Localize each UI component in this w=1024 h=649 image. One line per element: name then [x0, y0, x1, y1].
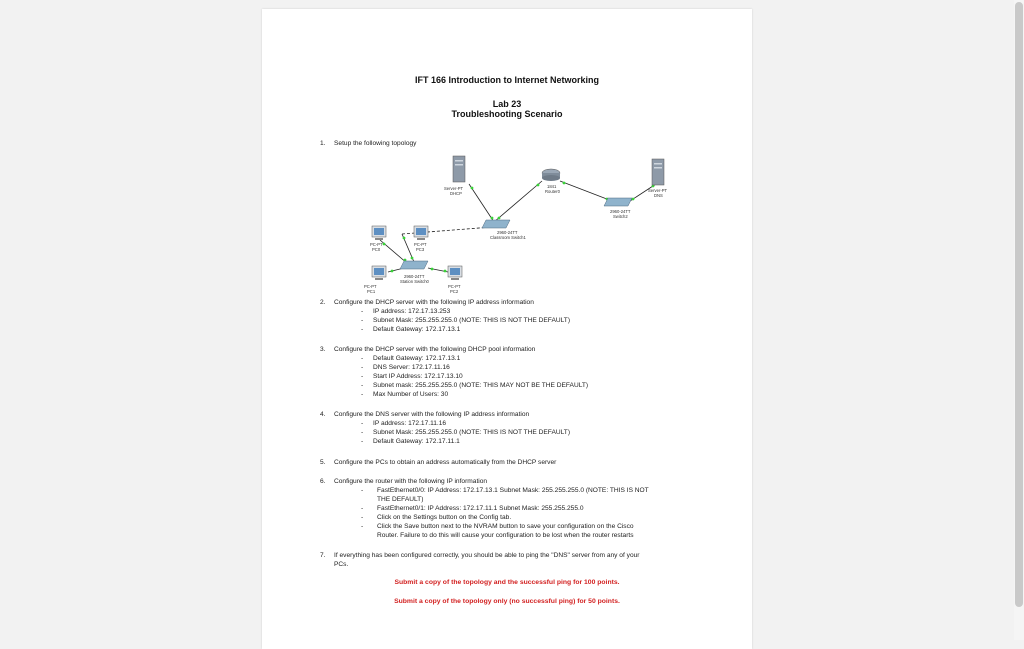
cable-classroom-router	[494, 181, 542, 222]
pc2-icon	[448, 266, 462, 280]
bullet-item: FastEthernet0/1: IP Address: 172.17.11.1 Subnet Mask: 255.255.255.0	[377, 505, 584, 512]
submit-partial-credit: Submit a copy of the topology only (no successful ping) for 50 points.	[394, 598, 620, 605]
switch2-model: 2960-24TT	[610, 209, 631, 214]
course-title: IFT 166 Introduction to Internet Networking	[414, 75, 599, 85]
classroom-switch-icon	[482, 220, 510, 228]
switch2-name: Switch2	[613, 214, 628, 219]
pc2-name: PC2	[450, 289, 459, 294]
classroom-switch-name: Classroom Switch1	[490, 235, 526, 240]
pc3-icon	[414, 226, 428, 240]
router-icon	[542, 169, 560, 181]
station-switch-model: 2960-24TT	[404, 274, 425, 279]
cable-dhcp-classroom	[469, 184, 494, 222]
step-number: 7.	[320, 552, 326, 559]
bullet-item: Max Number of Users: 30	[373, 391, 449, 398]
step-text: If everything has been configured correctly, you should be able to ping the "DNS" server from any of your	[334, 552, 640, 559]
dhcp-server-icon	[453, 156, 465, 182]
step-text: Configure the PCs to obtain an address automatically from the DHCP server	[334, 459, 557, 466]
bullet-item-continued: THE DEFAULT)	[377, 496, 424, 503]
dhcp-server-name: DHCP	[450, 191, 462, 196]
step-number: 5.	[320, 459, 326, 466]
bullet-item-continued: Router. Failure to do this will cause your configuration to be lost when the router restarts	[377, 532, 634, 539]
router-name: Router0	[545, 189, 560, 194]
submit-full-credit: Submit a copy of the topology and the successful ping for 100 points.	[394, 579, 620, 586]
bullet-item: Click on the Settings button on the Config tab.	[377, 514, 512, 521]
station-switch-icon	[400, 261, 428, 269]
bullet-item: Default Gateway: 172.17.13.1	[373, 355, 461, 362]
pc1-type: PC-PT	[364, 284, 377, 289]
step-text: Configure the DHCP server with the following DHCP pool information	[334, 346, 536, 353]
step-number: 4.	[320, 411, 326, 418]
step-text-continued: PCs.	[334, 561, 349, 568]
bullet-item: Start IP Address: 172.17.13.10	[373, 373, 463, 380]
lab-number: Lab 23	[492, 99, 522, 109]
pc1-name: PC1	[367, 289, 376, 294]
network-topology-diagram	[352, 154, 692, 299]
scrollbar-thumb[interactable]	[1015, 2, 1023, 607]
bullet-item: FastEthernet0/0: IP Address: 172.17.13.1 Subnet Mask: 255.255.255.0 (NOTE: THIS IS NOT	[377, 487, 649, 494]
step-text: Configure the DNS server with the following IP address information	[334, 411, 530, 418]
step-number: 6.	[320, 478, 326, 485]
bullet-item: Default Gateway: 172.17.11.1	[373, 438, 460, 445]
router-model: 1841	[547, 184, 557, 189]
dns-server-icon	[652, 159, 664, 185]
station-switch-name: Station Switch0	[400, 279, 429, 284]
step-text: Configure the DHCP server with the following IP address information	[334, 299, 534, 306]
bullet-item: DNS Server: 172.17.11.16	[373, 364, 450, 371]
switch2-icon	[604, 198, 632, 206]
pc0-icon	[372, 226, 386, 240]
step-number: 3.	[320, 346, 326, 353]
step-number: 1.	[320, 140, 326, 147]
dhcp-server-type: Server-PT	[444, 186, 464, 191]
cable-router-switch2	[560, 181, 612, 201]
pc3-type: PC-PT	[414, 242, 427, 247]
pc1-icon	[372, 266, 386, 280]
bullet-item: Click the Save button next to the NVRAM button to save your configuration on the Cisco	[377, 523, 634, 530]
pc3-name: PC3	[416, 247, 425, 252]
dns-server-name: DNS	[654, 193, 663, 198]
step-text: Configure the router with the following IP information	[334, 478, 488, 485]
dns-server-type: Server-PT	[648, 188, 668, 193]
bullet-item: IP address: 172.17.11.16	[373, 420, 447, 427]
step-text: Setup the following topology	[334, 140, 417, 147]
bullet-item: Subnet mask: 255.255.255.0 (NOTE: THIS MAY NOT BE THE DEFAULT)	[373, 382, 589, 389]
step-number: 2.	[320, 299, 326, 306]
classroom-switch-model: 2960-24TT	[497, 230, 518, 235]
pc0-name: PC0	[372, 247, 381, 252]
bullet-item: Subnet Mask: 255.255.255.0 (NOTE: THIS IS NOT THE DEFAULT)	[373, 317, 571, 324]
pc2-type: PC-PT	[448, 284, 461, 289]
bullet-item: IP address: 172.17.13.253	[373, 308, 451, 315]
bullet-item: Subnet Mask: 255.255.255.0 (NOTE: THIS IS NOT THE DEFAULT)	[373, 429, 571, 436]
pc0-type: PC-PT	[370, 242, 383, 247]
document-page: IFT 166 Introduction to Internet Networking Lab 23 Troubleshooting Scenario 1. Setup the following topology Server-PT DHCP 1841 Router0 Server-PT DNS 2960-24TT Switch2 2960-24TT Classroom Switch1 2960-24TT Station Switch0 PC-PT PC0 PC-PT PC3 PC-PT PC1 PC-PT PC2 2. Configure the DHCP server with the following IP address information - IP address: 172.17.13.253 - Subnet Mask: 255.255.255.0 (NOTE: THIS IS NOT THE DEFAULT) - Default Gateway: 172.17.13.1 3. Configure the DHCP server with the following DHCP pool information - Default Gateway: 172.17.13.1 - DNS Server: 172.17.11.16 - Start IP Address: 172.17.13.10 - Subnet mask: 255.255.255.0 (NOTE: THIS MAY NOT BE THE DEFAULT) - Max Number of Users: 30 4. Configure the DNS server with the following IP address information - IP address: 172.17.11.16 - Subnet Mask: 255.255.255.0 (NOTE: THIS IS NOT THE DEFAULT) - Default Gateway: 172.17.11.1 5. Configure the PCs to obtain an address automatically from the DHCP server 6. Configure the router with the following IP information - FastEthernet0/0: IP Address: 172.17.13.1 Subnet Mask: 255.255.255.0 (NOTE: THIS IS NOT THE DEFAULT) - FastEthernet0/1: IP Address: 172.17.11.1 Subnet Mask: 255.255.255.0 - Click on the Settings button on the Config tab. - Click the Save button next to the NVRAM button to save your configuration on the Cisco Router. Failure to do this will cause your configuration to be lost when the router restarts 7. If everything has been configured correctly, you should be able to ping the "DNS" server from any of your PCs. Submit a copy of the topology and the successful ping for 100 points. Submit a copy of the topology only (no successful ping) for 50 points.	[262, 9, 752, 649]
vertical-scrollbar[interactable]	[1014, 0, 1024, 640]
lab-subtitle: Troubleshooting Scenario	[451, 109, 563, 119]
bullet-item: Default Gateway: 172.17.13.1	[373, 326, 461, 333]
